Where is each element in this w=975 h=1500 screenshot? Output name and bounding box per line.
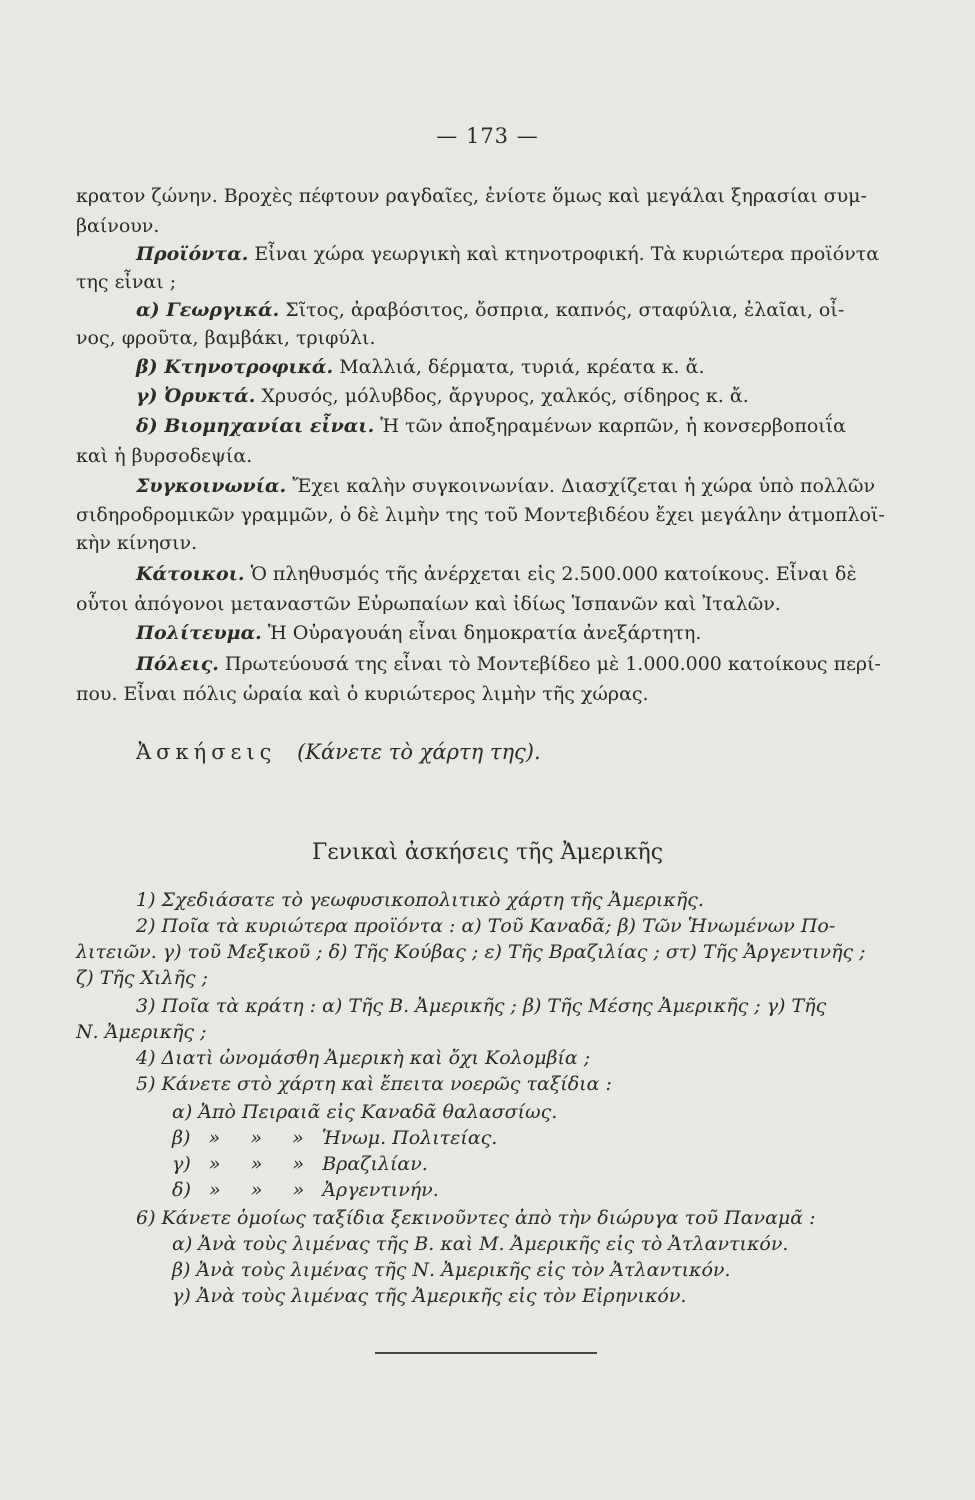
- text-line: οὗτοι ἀπόγονοι μεταναστῶν Εὐρωπαίων καὶ ἰδίως Ἱσπανῶν καὶ Ἰταλῶν.: [76, 593, 781, 615]
- item-text: Ἡνωμ. Πολιτείας.: [321, 1127, 498, 1149]
- exercise-6-a: α) Ἀνὰ τοὺς λιμένας τῆς Β. καὶ Μ. Ἀμερικῆς εἰς τὸ Ἀτλαντικόν.: [172, 1233, 789, 1255]
- government-label: Πολίτευμα.: [136, 622, 262, 644]
- exercise-5-c: [172, 1152, 428, 1176]
- exercise-1: 1) Σχεδιάσατε τὸ γεωφυσικοπολιτικὸ χάρτη τῆς Ἀμερικῆς.: [136, 889, 704, 911]
- item-label: γ) Ὀρυκτά.: [136, 385, 256, 407]
- item-label: β) Κτηνοτροφικά.: [136, 356, 334, 378]
- exercise-5: 5) Κάνετε στὸ χάρτη καὶ ἔπειτα νοερῶς ταξίδια :: [136, 1073, 612, 1095]
- text-line: νος, φροῦτα, βαμβάκι, τριφύλι.: [76, 327, 376, 349]
- inhabitants-label: Κάτοικοι.: [136, 563, 245, 585]
- government-paragraph: [136, 621, 701, 645]
- item-label: δ) Βιομηχανίαι εἶναι.: [136, 415, 375, 437]
- general-exercises-heading: Γενικαὶ ἀσκήσεις τῆς Ἀμερικῆς: [311, 840, 664, 865]
- products-paragraph: [136, 242, 879, 266]
- products-item-b: [136, 355, 705, 379]
- ditto-marks: δ) » » »: [172, 1179, 305, 1201]
- products-item-c: [136, 384, 749, 408]
- exercise-6-b: β) Ἀνὰ τοὺς λιμένας τῆς Ν. Ἀμερικῆς εἰς τὸν Ἀτλαντικόν.: [172, 1259, 731, 1281]
- exercise-3: 3) Ποῖα τὰ κράτη : α) Τῆς Β. Ἀμερικῆς ; β) Τῆς Μέσης Ἀμερικῆς ; γ) Τῆς: [136, 995, 827, 1017]
- text-line: λιτειῶν. γ) τοῦ Μεξικοῦ ; δ) Τῆς Κούβας ; ε) Τῆς Βραζιλίας ; στ) Τῆς Ἀργεντινῆς ;: [76, 941, 866, 963]
- cities-label: Πόλεις.: [136, 653, 219, 675]
- item-text: Ἀργεντινήν.: [322, 1179, 439, 1201]
- text-line: ζ) Τῆς Χιλῆς ;: [76, 967, 208, 989]
- divider: [375, 1352, 597, 1354]
- exercise-5-d: [172, 1178, 439, 1202]
- exercises-line: [136, 740, 541, 764]
- exercise-2: 2) Ποῖα τὰ κυριώτερα προϊόντα : α) Τοῦ Καναδᾶ; β) Τῶν Ἡνωμένων Πο-: [136, 915, 836, 937]
- exercise-4: 4) Διατὶ ὠνομάσθη Ἀμερικὴ καὶ ὄχι Κολομβία ;: [136, 1047, 591, 1069]
- cities-paragraph: [136, 652, 881, 676]
- ditto-marks: γ) » » »: [172, 1153, 305, 1175]
- item-text: Σῖτος, ἀραβόσιτος, ὄσπρια, καπνός, σταφύλια, ἐλαῖαι, οἶ-: [285, 299, 845, 321]
- text-line: βαίνουν.: [76, 215, 160, 237]
- text-line: καὶ ἡ βυρσοδεψία.: [76, 445, 253, 467]
- text-line: σιδηροδρομικῶν γραμμῶν, ὁ δὲ λιμὴν της τοῦ Μοντεβιδέου ἔχει μεγάλην ἀτμοπλοϊ-: [76, 504, 885, 526]
- products-item-a: [136, 298, 844, 322]
- text-line: κὴν κίνησιν.: [76, 532, 198, 554]
- text-line: που. Εἶναι πόλις ὡραία καὶ ὁ κυριώτερος λιμὴν τῆς χώρας.: [76, 683, 649, 705]
- text-line: Ὁ πληθυσμός τῆς ἀνέρχεται εἰς 2.500.000 κατοίκους. Εἶναι δὲ: [250, 563, 857, 585]
- item-text: Χρυσός, μόλυβδος, ἄργυρος, χαλκός, σίδηρος κ. ἄ.: [261, 385, 749, 407]
- item-text: Βραζιλίαν.: [322, 1153, 428, 1175]
- item-text: Μαλλιά, δέρματα, τυριά, κρέατα κ. ἄ.: [339, 356, 705, 378]
- ditto-marks: β) » » »: [172, 1127, 304, 1149]
- text-line: Εἶναι χώρα γεωργικὴ καὶ κτηνοτροφική. Τὰ κυριώτερα προϊόντα: [254, 243, 880, 265]
- inhabitants-paragraph: [136, 562, 857, 586]
- text-line: Πρωτεύουσά της εἶναι τὸ Μοντεβίδεο μὲ 1.000.000 κατοίκους περί-: [224, 653, 881, 675]
- exercise-6: 6) Κάνετε ὁμοίως ταξίδια ξεκινοῦντες ἀπὸ τὴν διώρυγα τοῦ Παναμᾶ :: [136, 1207, 816, 1229]
- exercise-6-c: γ) Ἀνὰ τοὺς λιμένας τῆς Ἀμερικῆς εἰς τὸν Εἰρηνικόν.: [172, 1285, 687, 1307]
- text-line: Ν. Ἀμερικῆς ;: [76, 1021, 207, 1043]
- products-item-d: [136, 414, 846, 438]
- exercise-5-b: [172, 1126, 497, 1150]
- text-line: κρατον ζώνην. Βροχὲς πέφτουν ραγδαῖες, ἐνίοτε ὅμως καὶ μεγάλαι ξηρασίαι συμ-: [76, 185, 867, 207]
- communication-label: Συγκοινωνία.: [136, 475, 287, 497]
- exercises-label: Ἀσκήσεις: [136, 740, 277, 764]
- page-number: — 173 —: [436, 124, 539, 148]
- communication-paragraph: [136, 474, 875, 498]
- products-label: Προϊόντα.: [136, 243, 249, 265]
- text-line: της εἶναι ;: [76, 271, 177, 293]
- exercises-note: (Κάνετε τὸ χάρτη της).: [297, 740, 541, 764]
- item-text: Ἡ τῶν ἀποξηραμένων καρπῶν, ἡ κονσερβοποιΐα: [380, 415, 847, 437]
- item-label: α) Γεωργικά.: [136, 299, 280, 321]
- text-line: Ἔχει καλὴν συγκοινωνίαν. Διασχίζεται ἡ χώρα ὑπὸ πολλῶν: [292, 475, 876, 497]
- exercise-5-a: α) Ἀπὸ Πειραιᾶ εἰς Καναδᾶ θαλασσίως.: [172, 1101, 558, 1123]
- text-line: Ἡ Οὐραγουάη εἶναι δημοκρατία ἀνεξάρτητη.: [267, 622, 702, 644]
